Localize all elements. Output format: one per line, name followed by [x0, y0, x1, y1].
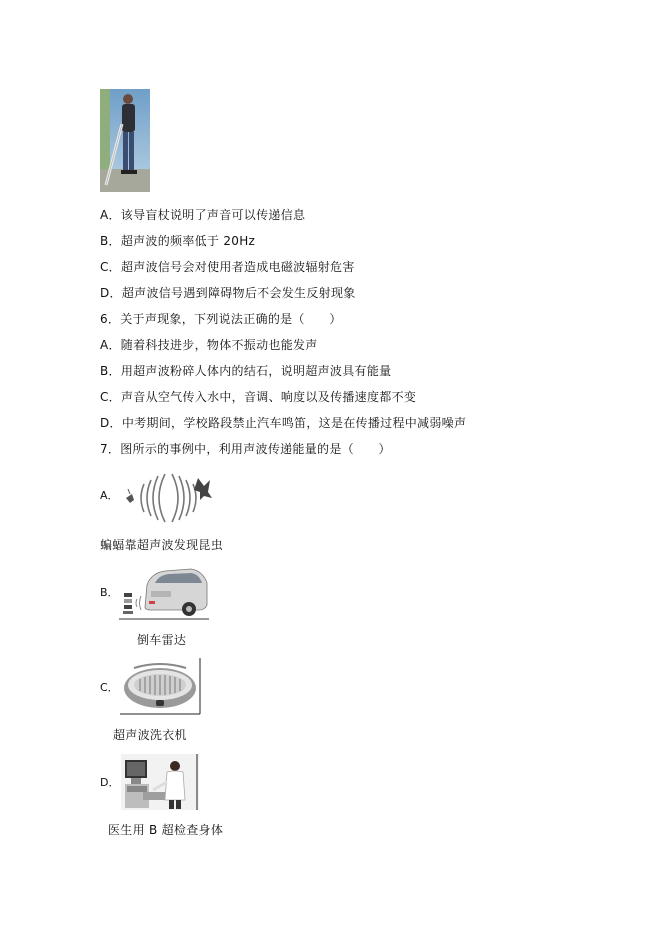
q5-option-c: C．超声波信号会对使用者造成电磁波辐射危害 — [100, 260, 355, 274]
q7-option-a-letter: A． — [100, 489, 119, 502]
q7-option-c-letter: C． — [100, 681, 119, 694]
q7-option-b-caption: 倒车雷达 — [137, 633, 187, 647]
q7-option-d-letter: D． — [100, 776, 120, 789]
reversing-radar-image — [119, 563, 209, 621]
q5-option-a: A．该导盲杖说明了声音可以传递信息 — [100, 208, 306, 222]
q7-option-c-caption: 超声波洗衣机 — [113, 728, 187, 742]
q6-stem: 6．关于声现象，下列说法正确的是（ ） — [100, 312, 342, 326]
q7-stem: 7．图所示的事例中，利用声波传递能量的是（ ） — [100, 442, 391, 456]
b-ultrasound-exam-image — [121, 754, 199, 810]
q6-option-c: C．声音从空气传入水中，音调、响度以及传播速度都不变 — [100, 390, 417, 404]
q5-option-b: B．超声波的频率低于 20Hz — [100, 234, 256, 248]
q7-option-d-caption: 医生用 B 超检查身体 — [108, 823, 224, 837]
q5-option-d: D．超声波信号遇到障碍物后不会发生反射现象 — [100, 286, 356, 300]
q6-option-b: B．用超声波粉碎人体内的结石，说明超声波具有能量 — [100, 364, 392, 378]
blind-cane-photo — [100, 89, 150, 192]
q7-option-a-caption: 蝙蝠靠超声波发现昆虫 — [100, 538, 224, 552]
q7-option-b-letter: B． — [100, 586, 119, 599]
q6-option-a: A．随着科技进步，物体不振动也能发声 — [100, 338, 318, 352]
bat-ultrasound-image — [120, 470, 215, 525]
ultrasonic-washer-image — [120, 658, 204, 716]
q6-option-d: D．中考期间，学校路段禁止汽车鸣笛，这是在传播过程中减弱噪声 — [100, 416, 467, 430]
